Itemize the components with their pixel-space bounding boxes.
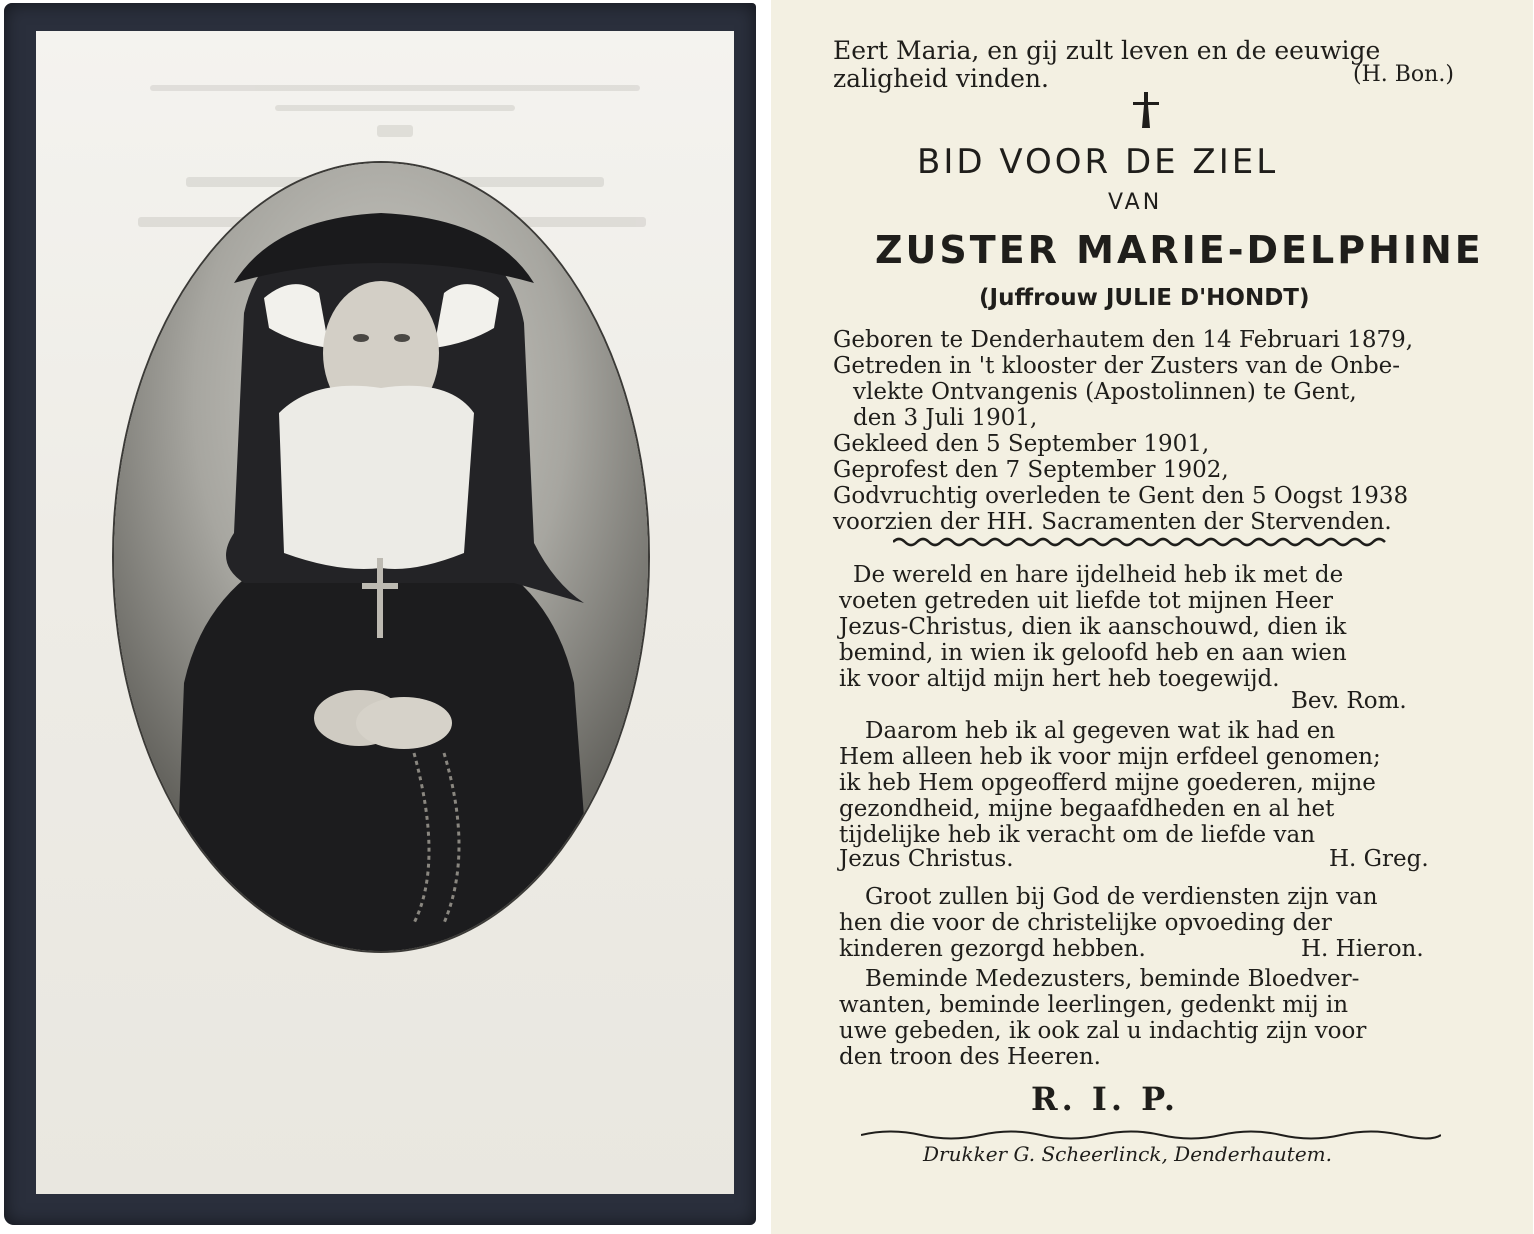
portrait-photo: [114, 163, 648, 951]
quote2-line: Hem alleen heb ik voor mijn erfdeel genomen;: [839, 744, 1381, 770]
nun-portrait-illustration: [114, 163, 648, 951]
quote2-line: gezondheid, mijne begaafdheden en al het: [839, 796, 1335, 822]
rip-text: R. I. P.: [1031, 1080, 1180, 1118]
epigraph-line-2: zaligheid vinden.: [833, 64, 1049, 93]
bio-line: Geprofest den 7 September 1902,: [833, 457, 1229, 483]
wavy-divider: [893, 536, 1393, 548]
deceased-name: ZUSTER MARIE-DELPHINE: [875, 228, 1484, 272]
bio-line: vlekte Ontvangenis (Apostolinnen) te Gent,: [853, 379, 1357, 405]
quote2-source: H. Greg.: [1329, 846, 1429, 872]
quote1-source: Bev. Rom.: [1291, 688, 1407, 714]
quote1-line: ik voor altijd mijn hert heb toegewijd.: [839, 666, 1280, 692]
memorial-card-front: [4, 3, 756, 1225]
bio-line: Godvruchtig overleden te Gent den 5 Oogst 1938: [833, 483, 1409, 509]
epigraph-line-1: Eert Maria, en gij zult leven en de eeuwige: [833, 36, 1381, 65]
cross-icon: [1129, 90, 1163, 130]
memorial-card-back: [771, 0, 1533, 1234]
quote1-line: bemind, in wien ik geloofd heb en aan wien: [839, 640, 1347, 666]
farewell-line: uwe gebeden, ik ook zal u indachtig zijn voor: [839, 1018, 1367, 1044]
ornamental-rule: [861, 1128, 1441, 1142]
card-front-paper: [36, 31, 734, 1194]
quote2-line: Jezus Christus.: [839, 846, 1014, 872]
quote3-line: Groot zullen bij God de verdiensten zijn van: [865, 884, 1378, 910]
bio-line: Gekleed den 5 September 1901,: [833, 431, 1210, 457]
bio-line: den 3 Juli 1901,: [853, 405, 1038, 431]
quote2-line: ik heb Hem opgeofferd mijne goederen, mijne: [839, 770, 1376, 796]
quote1-line: voeten getreden uit liefde tot mijnen Heer: [839, 588, 1334, 614]
quote1-line: De wereld en hare ijdelheid heb ik met de: [853, 562, 1344, 588]
quote2-line: tijdelijke heb ik veracht om de liefde van: [839, 822, 1316, 848]
civil-name: (Juffrouw JULIE D'HONDT): [979, 285, 1310, 311]
farewell-line: Beminde Medezusters, beminde Bloedver-: [865, 966, 1360, 992]
printer-credit: Drukker G. Scheerlinck, Denderhautem.: [923, 1142, 1333, 1166]
heading-pray: BID VOOR DE ZIEL: [917, 142, 1279, 182]
quote3-line: kinderen gezorgd hebben.: [839, 936, 1146, 962]
heading-van: VAN: [1108, 190, 1163, 215]
quote2-line: Daarom heb ik al gegeven wat ik had en: [865, 718, 1336, 744]
farewell-line: den troon des Heeren.: [839, 1044, 1101, 1070]
quote1-line: Jezus-Christus, dien ik aanschouwd, dien ik: [839, 614, 1347, 640]
farewell-line: wanten, beminde leerlingen, gedenkt mij in: [839, 992, 1349, 1018]
bio-line: Getreden in 't klooster der Zusters van de Onbe-: [833, 353, 1401, 379]
bio-line: voorzien der HH. Sacramenten der Stervenden.: [833, 509, 1392, 535]
quote3-source: H. Hieron.: [1301, 936, 1424, 962]
quote3-line: hen die voor de christelijke opvoeding der: [839, 910, 1332, 936]
bio-line: Geboren te Denderhautem den 14 Februari 1879,: [833, 327, 1414, 353]
epigraph-source: (H. Bon.): [1353, 62, 1454, 87]
